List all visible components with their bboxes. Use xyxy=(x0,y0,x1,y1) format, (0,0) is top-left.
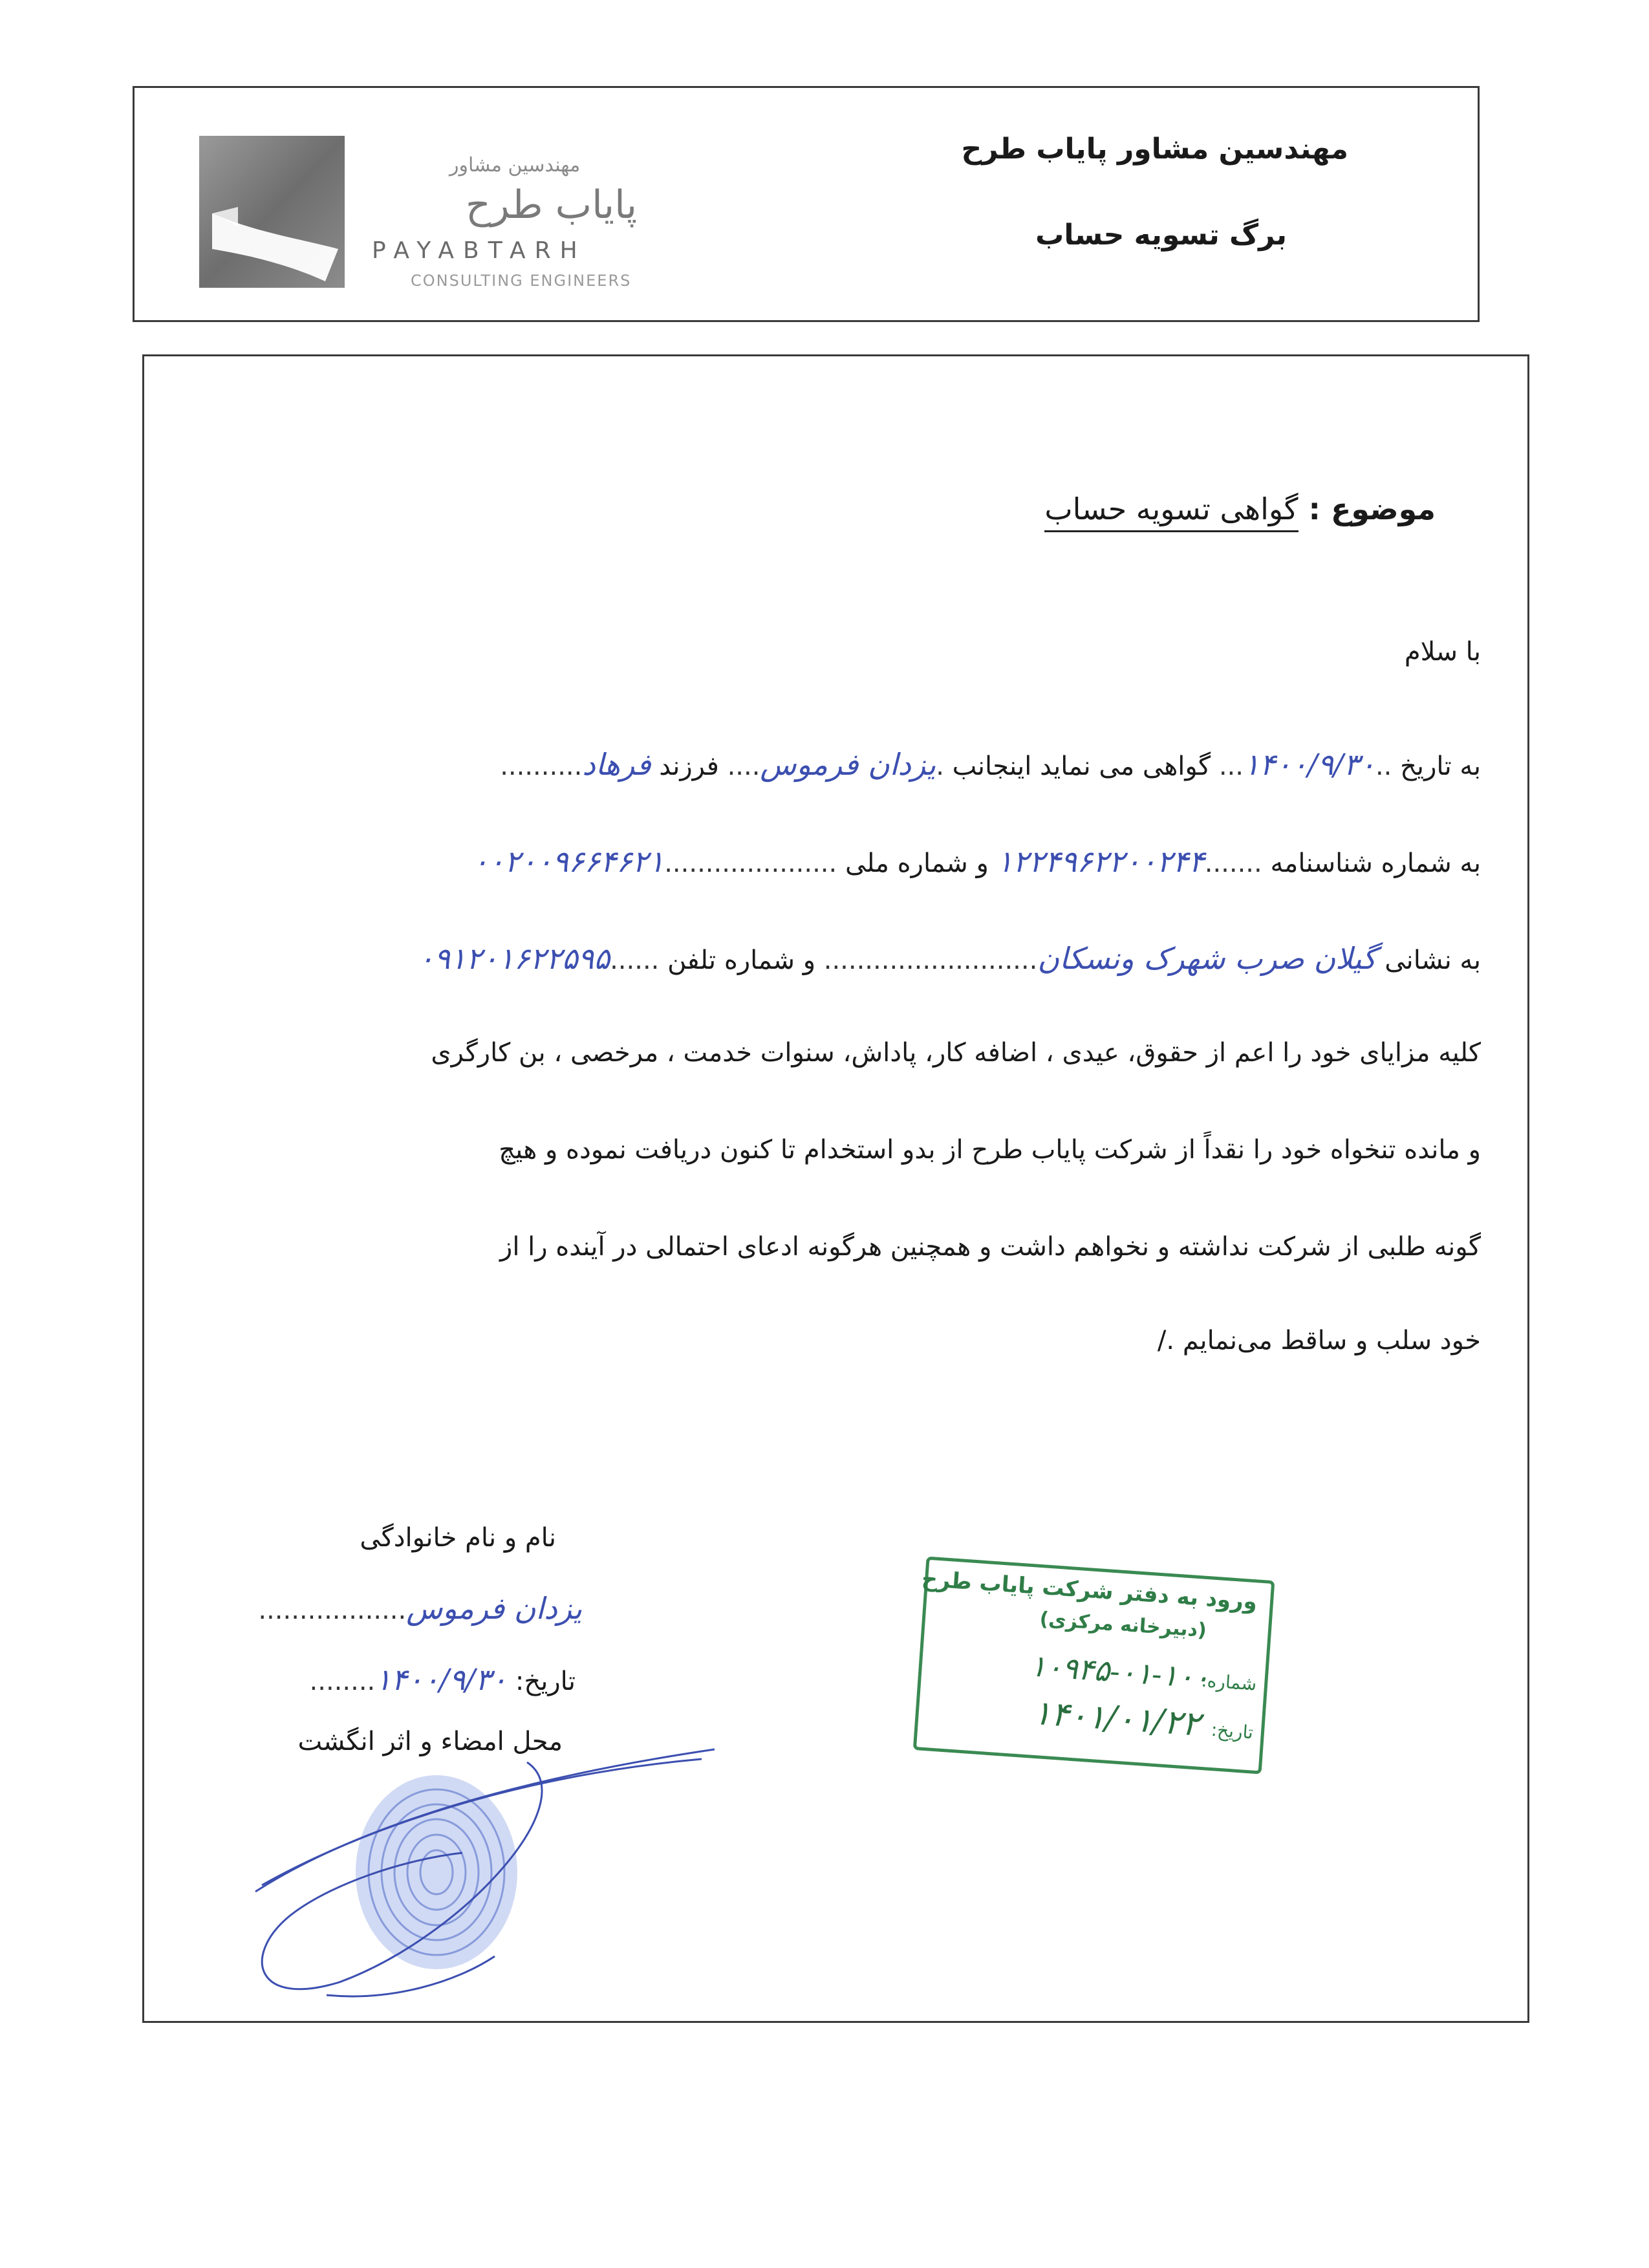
logo-text-small: مهندسین مشاور xyxy=(449,154,581,177)
stamp-number-value: ۱۰۹۴۵-۰۱-۱۰۰ xyxy=(1029,1648,1211,1696)
handwritten-address: گیلان صرب شهرک ونسکان xyxy=(1037,941,1377,976)
handwritten-date: ۱۴۰۰/۹/۳۰ xyxy=(1244,747,1375,782)
text-address: به نشانی xyxy=(1385,945,1481,975)
certificate-line-3: به نشانی گیلان صرب شهرک ونسکان.......................... و شماره تلفن ......۰۹۱۲۰۱۶۲۲۵۹۵ xyxy=(418,941,1481,976)
handwritten-birth-cert-number: ۱۲۲۴۹۶۲۲۰۰۲۴۴ xyxy=(997,844,1205,879)
text-date-intro: به تاریخ xyxy=(1400,751,1481,781)
logo-text-en-sub: CONSULTING ENGINEERS xyxy=(411,272,632,290)
office-entry-stamp xyxy=(911,1557,1275,1804)
subject-label: موضوع : xyxy=(1308,491,1436,526)
signature-fingerprint-icon xyxy=(249,1723,727,2014)
signature-name-line: یزدان فرموس.................. xyxy=(258,1591,582,1626)
subject-value: گواهی تسویه حساب xyxy=(1044,491,1298,532)
handwritten-employee-name: یزدان فرموس xyxy=(760,747,936,782)
signature-place-label: محل امضاء و اثر انگشت xyxy=(297,1727,563,1756)
stamp-border xyxy=(913,1557,1275,1775)
signature-name-label: نام و نام خانوادگی xyxy=(360,1523,556,1553)
text-child-of: فرزند xyxy=(659,751,719,781)
stamp-title: ورود به دفتر شرکت پایاب طرح xyxy=(920,1566,1258,1615)
form-title: برگ تسویه حساب xyxy=(1035,219,1287,252)
text-certifies: گواهی می نماید اینجانب xyxy=(952,751,1211,781)
handwritten-phone: ۰۹۱۲۰۱۶۲۲۵۹۵ xyxy=(418,941,610,976)
company-logo-icon xyxy=(199,136,345,288)
subject-line xyxy=(1044,491,1436,526)
handwritten-signer-name: یزدان فرموس xyxy=(406,1591,582,1626)
logo-text-en: PAYABTARH xyxy=(372,237,587,264)
certificate-line-1: به تاریخ ..۱۴۰۰/۹/۳۰... گواهی می نماید اینجانب .یزدان فرموس.... فرزند فرهاد.......... xyxy=(500,747,1481,782)
certificate-line-7: خود سلب و ساقط می‌نمایم ./ xyxy=(1157,1326,1481,1355)
stamp-date-label: تاریخ: xyxy=(1210,1718,1255,1744)
certificate-line-4: کلیه مزایای خود را اعم از حقوق، عیدی ، اضافه کار، پاداش، سنوات خدمت ، مرخصی ، بن کارگری xyxy=(431,1038,1481,1068)
text-phone: و شماره تلفن xyxy=(667,945,816,975)
text-birth-cert: به شماره شناسنامه xyxy=(1270,848,1481,878)
signature-date-label: تاریخ: xyxy=(515,1667,576,1696)
signature-date-line: تاریخ: ۱۴۰۰/۹/۳۰........ xyxy=(309,1662,576,1697)
stamp-subtitle: (دبیرخانه مرکزی) xyxy=(1039,1608,1207,1643)
certificate-line-5: و مانده تنخواه خود را نقداً از شرکت پایاب طرح از بدو استخدام تا کنون دریافت نموده و هیچ xyxy=(499,1135,1481,1165)
stamp-date-value: ۱۴۰۱/۰۱/۲۲ xyxy=(1031,1693,1202,1744)
certificate-line-6: گونه طلبی از شرکت نداشته و نخواهم داشت و همچنین هرگونه ادعای احتمالی در آینده را از xyxy=(500,1232,1481,1262)
company-name: مهندسین مشاور پایاب طرح xyxy=(961,133,1348,166)
handwritten-national-id: ۰۰۲۰۰۹۶۶۴۶۲۱ xyxy=(472,844,665,879)
greeting: با سلام xyxy=(1404,637,1481,667)
logo-text-big: پایاب طرح xyxy=(466,182,638,228)
handwritten-father-name: فرهاد xyxy=(582,747,651,782)
handwritten-signature-date: ۱۴۰۰/۹/۳۰ xyxy=(375,1662,508,1697)
stamp-number-label: شماره: xyxy=(1200,1669,1258,1695)
certificate-line-2: به شماره شناسنامه .......۱۲۲۴۹۶۲۲۰۰۲۴۴ و شماره ملی .....................۰۰۲۰۰۹۶۶۴۶۲۱ xyxy=(472,844,1481,879)
text-national-id: و شماره ملی xyxy=(845,848,989,878)
